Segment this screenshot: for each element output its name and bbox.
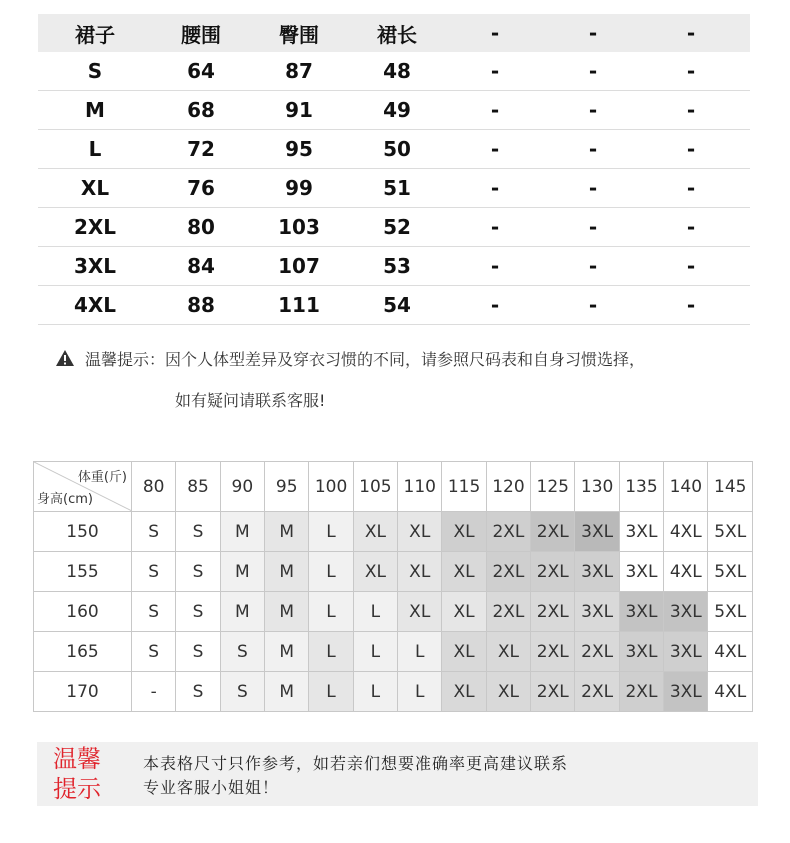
size-table-row xyxy=(38,169,750,208)
size-table-cell: XL xyxy=(80,176,110,200)
size-table-cell: - xyxy=(588,98,598,122)
recommend-size-cell: L xyxy=(398,632,442,672)
tip-label xyxy=(37,742,117,806)
recommend-size-cell: S xyxy=(176,592,220,632)
size-table-cell: - xyxy=(686,254,696,278)
size-table-cell: 91 xyxy=(285,98,313,122)
recommend-size-cell: M xyxy=(265,552,309,592)
size-table-cell: - xyxy=(588,215,598,239)
recommend-header-row xyxy=(34,462,753,512)
weight-header-cell: 125 xyxy=(531,462,575,512)
recommend-size-cell: XL xyxy=(486,672,530,712)
size-table-cell: - xyxy=(490,293,500,317)
size-table-cell: 48 xyxy=(383,59,411,83)
recommend-size-cell: 5XL xyxy=(708,592,753,632)
recommend-size-cell: 2XL xyxy=(531,672,575,712)
recommend-size-cell: S xyxy=(132,552,176,592)
size-table-cell: 87 xyxy=(285,59,313,83)
recommend-size-cell: - xyxy=(132,672,176,712)
size-notice xyxy=(55,344,755,411)
recommend-row xyxy=(34,512,753,552)
size-table-cell: - xyxy=(490,59,500,83)
recommend-size-cell: 4XL xyxy=(708,672,753,712)
recommend-size-cell: S xyxy=(176,632,220,672)
size-table-cell: 49 xyxy=(383,98,411,122)
tip-text-line-2: 专业客服小姐姐！ xyxy=(143,778,280,797)
notice-line-2: 如有疑问请联系客服! xyxy=(175,391,326,410)
tip-text xyxy=(143,752,568,800)
recommend-size-cell: 3XL xyxy=(664,672,708,712)
weight-header-cell: 110 xyxy=(398,462,442,512)
height-cell: 160 xyxy=(34,592,132,632)
size-table-header-cell: 腰围 xyxy=(181,22,221,47)
recommend-size-cell: L xyxy=(309,552,353,592)
height-cell: 165 xyxy=(34,632,132,672)
recommend-size-cell: M xyxy=(220,592,264,632)
recommend-size-cell: M xyxy=(220,552,264,592)
recommend-size-cell: 2XL xyxy=(531,632,575,672)
weight-header-cell: 120 xyxy=(486,462,530,512)
recommend-size-cell: L xyxy=(309,672,353,712)
recommend-size-cell: L xyxy=(309,512,353,552)
size-table-cell: - xyxy=(588,176,598,200)
recommend-size-cell: 4XL xyxy=(664,512,708,552)
size-table-cell: - xyxy=(686,98,696,122)
recommend-size-cell: XL xyxy=(442,632,486,672)
size-table-cell: - xyxy=(490,254,500,278)
size-table-cell: - xyxy=(686,176,696,200)
size-table-cell: - xyxy=(686,293,696,317)
recommend-size-cell: S xyxy=(132,512,176,552)
size-table-cell: 72 xyxy=(187,137,215,161)
size-table xyxy=(38,14,750,325)
size-table-cell: 111 xyxy=(278,293,320,317)
tip-text-line-1: 本表格尺寸只作参考，如若亲们想要准确率更高建议联系 xyxy=(143,754,569,773)
size-table-cell: - xyxy=(490,98,500,122)
size-table-cell: - xyxy=(686,137,696,161)
recommend-size-cell: XL xyxy=(398,552,442,592)
size-table-row xyxy=(38,286,750,325)
recommend-size-cell: M xyxy=(265,672,309,712)
recommend-size-cell: XL xyxy=(442,552,486,592)
height-cell: 155 xyxy=(34,552,132,592)
tip-box xyxy=(37,742,758,806)
size-table-cell: 76 xyxy=(187,176,215,200)
size-table-cell: 88 xyxy=(187,293,215,317)
size-table-row xyxy=(38,52,750,91)
weight-axis-label: 体重(斤) xyxy=(77,470,127,485)
recommend-size-cell: 2XL xyxy=(619,672,663,712)
size-table-cell: 64 xyxy=(187,59,215,83)
size-table-cell: S xyxy=(87,59,103,83)
size-table-header xyxy=(38,14,750,52)
weight-header-cell: 85 xyxy=(176,462,220,512)
recommend-size-cell: 3XL xyxy=(575,552,619,592)
recommend-size-cell: 2XL xyxy=(531,512,575,552)
size-table-cell: 107 xyxy=(278,254,320,278)
weight-header-cell: 130 xyxy=(575,462,619,512)
recommend-size-cell: 2XL xyxy=(531,592,575,632)
height-cell: 170 xyxy=(34,672,132,712)
recommend-size-cell: XL xyxy=(398,592,442,632)
warning-triangle-icon xyxy=(55,349,75,367)
recommend-size-cell: 3XL xyxy=(619,552,663,592)
weight-header-cell: 115 xyxy=(442,462,486,512)
recommend-size-cell: 5XL xyxy=(708,512,753,552)
recommend-size-cell: L xyxy=(309,632,353,672)
size-table-cell: 103 xyxy=(278,215,320,239)
size-table-row xyxy=(38,247,750,286)
recommend-size-cell: 3XL xyxy=(664,632,708,672)
recommend-size-cell: XL xyxy=(486,632,530,672)
size-recommendation-table xyxy=(33,461,753,712)
notice-line-1: 温馨提示：因个人体型差异及穿衣习惯的不同，请参照尺码表和自身习惯选择， xyxy=(85,349,646,369)
recommend-size-cell: XL xyxy=(353,552,397,592)
weight-header-cell: 140 xyxy=(664,462,708,512)
recommend-size-cell: 3XL xyxy=(619,592,663,632)
recommend-size-cell: S xyxy=(176,672,220,712)
recommend-size-cell: XL xyxy=(398,512,442,552)
recommend-row xyxy=(34,632,753,672)
size-table-header-cell: 裙长 xyxy=(377,22,417,47)
recommend-size-cell: M xyxy=(265,592,309,632)
size-table-cell: 80 xyxy=(187,215,215,239)
size-table-cell: 50 xyxy=(383,137,411,161)
tip-label-line-2: 提示 xyxy=(53,775,101,803)
recommend-size-cell: XL xyxy=(442,592,486,632)
recommend-size-cell: XL xyxy=(442,672,486,712)
recommend-size-cell: S xyxy=(132,632,176,672)
size-table-cell: - xyxy=(490,215,500,239)
recommend-size-cell: L xyxy=(398,672,442,712)
recommend-size-cell: 2XL xyxy=(575,632,619,672)
recommend-size-cell: M xyxy=(220,512,264,552)
weight-header-cell: 105 xyxy=(353,462,397,512)
size-table-cell: 84 xyxy=(187,254,215,278)
size-table-header-cell: 臀围 xyxy=(279,22,319,47)
recommend-row xyxy=(34,552,753,592)
size-table-row xyxy=(38,91,750,130)
recommend-size-cell: S xyxy=(176,552,220,592)
size-table-cell: - xyxy=(686,59,696,83)
size-table-cell: - xyxy=(588,293,598,317)
height-axis-label: 身高(cm) xyxy=(37,492,93,507)
recommend-size-cell: S xyxy=(176,512,220,552)
size-table-cell: - xyxy=(490,176,500,200)
size-table-cell: - xyxy=(588,254,598,278)
size-table-header-cell: 裙子 xyxy=(75,22,115,47)
size-table-row xyxy=(38,130,750,169)
recommend-size-cell: L xyxy=(353,632,397,672)
recommend-size-cell: XL xyxy=(442,512,486,552)
size-table-cell: 68 xyxy=(187,98,215,122)
size-table-row xyxy=(38,208,750,247)
recommend-row xyxy=(34,672,753,712)
recommend-size-cell: L xyxy=(309,592,353,632)
size-table-cell: 54 xyxy=(383,293,411,317)
recommend-size-cell: M xyxy=(265,632,309,672)
recommend-size-cell: L xyxy=(353,672,397,712)
size-table-cell: 4XL xyxy=(73,293,117,317)
recommend-size-cell: S xyxy=(220,672,264,712)
weight-header-cell: 145 xyxy=(708,462,753,512)
recommend-size-cell: 4XL xyxy=(708,632,753,672)
size-table-cell: 2XL xyxy=(73,215,117,239)
weight-header-cell: 100 xyxy=(309,462,353,512)
recommend-size-cell: 2XL xyxy=(486,552,530,592)
recommend-size-cell: 2XL xyxy=(486,512,530,552)
size-table-cell: 95 xyxy=(285,137,313,161)
recommend-size-cell: 4XL xyxy=(664,552,708,592)
size-table-cell: M xyxy=(85,98,105,122)
size-table-cell: 53 xyxy=(383,254,411,278)
size-table-cell: - xyxy=(686,215,696,239)
size-table-header-cell: - xyxy=(588,21,598,45)
recommend-size-cell: 3XL xyxy=(575,512,619,552)
size-table-cell: L xyxy=(88,137,102,161)
recommend-size-cell: XL xyxy=(353,512,397,552)
recommend-size-cell: 3XL xyxy=(619,632,663,672)
height-cell: 150 xyxy=(34,512,132,552)
recommend-size-cell: S xyxy=(132,592,176,632)
recommend-size-cell: 2XL xyxy=(486,592,530,632)
size-table-cell: 52 xyxy=(383,215,411,239)
recommend-size-cell: 3XL xyxy=(575,592,619,632)
recommend-row xyxy=(34,592,753,632)
size-table-cell: - xyxy=(490,137,500,161)
size-table-cell: - xyxy=(588,59,598,83)
size-table-header-cell: - xyxy=(490,21,500,45)
recommend-size-cell: L xyxy=(353,592,397,632)
size-table-header-cell: - xyxy=(686,21,696,45)
tip-label-line-1: 温馨 xyxy=(53,745,101,773)
size-table-cell: 51 xyxy=(383,176,411,200)
weight-header-cell: 90 xyxy=(220,462,264,512)
size-table-cell: - xyxy=(588,137,598,161)
recommend-size-cell: 3XL xyxy=(619,512,663,552)
recommend-size-cell: 2XL xyxy=(531,552,575,592)
recommend-size-cell: 2XL xyxy=(575,672,619,712)
weight-header-cell: 135 xyxy=(619,462,663,512)
recommend-size-cell: S xyxy=(220,632,264,672)
recommend-size-cell: 5XL xyxy=(708,552,753,592)
recommend-corner-cell xyxy=(34,462,132,512)
size-table-cell: 99 xyxy=(285,176,313,200)
weight-header-cell: 95 xyxy=(265,462,309,512)
recommend-size-cell: 3XL xyxy=(664,592,708,632)
weight-header-cell: 80 xyxy=(132,462,176,512)
size-table-cell: 3XL xyxy=(73,254,117,278)
recommend-size-cell: M xyxy=(265,512,309,552)
